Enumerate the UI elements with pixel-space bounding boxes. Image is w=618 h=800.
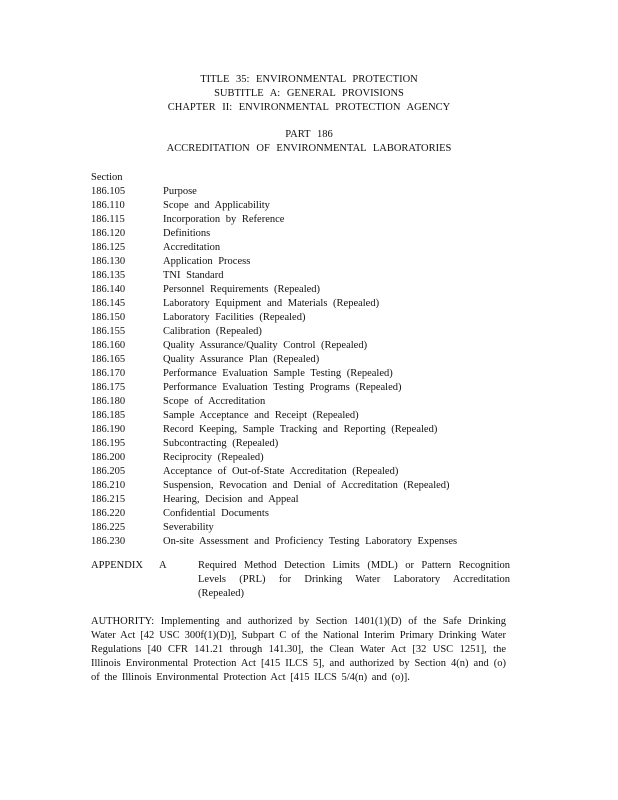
toc-row (91, 227, 531, 241)
section-number: 186.145 (91, 298, 126, 309)
section-title: Definitions (163, 228, 211, 239)
part-line: PART 186 (285, 129, 333, 140)
section-number: 186.115 (91, 214, 125, 225)
section-title: Performance Evaluation Sample Testing (Repealed) (163, 368, 393, 379)
toc-row (91, 297, 531, 311)
section-number: 186.155 (91, 326, 126, 337)
toc-row (91, 451, 531, 465)
toc-row (91, 353, 531, 367)
section-number: 186.130 (91, 256, 126, 267)
section-number: 186.220 (91, 508, 126, 519)
section-number: 186.180 (91, 396, 126, 407)
appendix-text: Required Method Detection Limits (MDL) or Pattern Recognition Levels (PRL) for Drinking Water Laboratory Accreditation (Repealed) (198, 560, 510, 599)
section-title: Incorporation by Reference (163, 214, 285, 225)
toc-row (91, 199, 531, 213)
section-number: 186.125 (91, 242, 126, 253)
section-title: Accreditation (163, 242, 221, 253)
section-title: On-site Assessment and Proficiency Testing Laboratory Expenses (163, 536, 458, 547)
section-title: Scope of Accreditation (163, 396, 266, 407)
toc-row (91, 507, 531, 521)
toc-row (91, 255, 531, 269)
toc-row (91, 339, 531, 353)
section-number: 186.230 (91, 536, 126, 547)
toc-row (91, 423, 531, 437)
section-title: Subcontracting (Repealed) (163, 438, 279, 449)
section-label: Section (91, 172, 123, 183)
title-line: TITLE 35: ENVIRONMENTAL PROTECTION (200, 74, 418, 85)
appendix-label: APPENDIX A (91, 560, 167, 571)
section-title: Quality Assurance/Quality Control (Repealed) (163, 340, 368, 351)
section-title: Calibration (Repealed) (163, 326, 262, 337)
section-title: Purpose (163, 186, 197, 197)
toc-row (91, 535, 531, 549)
section-number: 186.210 (91, 480, 126, 491)
toc-row (91, 367, 531, 381)
section-list (91, 185, 531, 549)
section-title: Suspension, Revocation and Denial of Accreditation (Repealed) (163, 480, 450, 491)
section-number: 186.160 (91, 340, 126, 351)
section-title: Confidential Documents (163, 508, 269, 519)
subtitle-line: SUBTITLE A: GENERAL PROVISIONS (214, 88, 404, 99)
section-number: 186.215 (91, 494, 126, 505)
section-title: Personnel Requirements (Repealed) (163, 284, 321, 295)
toc-row (91, 269, 531, 283)
section-number: 186.140 (91, 284, 126, 295)
toc-row (91, 283, 531, 297)
chapter-line: CHAPTER II: ENVIRONMENTAL PROTECTION AGENCY (167, 102, 451, 113)
section-title: Sample Acceptance and Receipt (Repealed) (163, 410, 359, 421)
section-title: Reciprocity (Repealed) (163, 452, 264, 463)
section-number: 186.170 (91, 368, 126, 379)
toc-row (91, 465, 531, 479)
section-title: Laboratory Equipment and Materials (Repealed) (163, 298, 380, 309)
section-title: Record Keeping, Sample Tracking and Reporting (Repealed) (163, 424, 438, 435)
section-title: Scope and Applicability (163, 200, 270, 211)
section-number: 186.205 (91, 466, 126, 477)
toc-row (91, 213, 531, 227)
section-title: Acceptance of Out-of-State Accreditation (Repealed) (163, 466, 399, 477)
toc-row (91, 521, 531, 535)
toc-row (91, 241, 531, 255)
toc-row (91, 395, 531, 409)
section-number: 186.175 (91, 382, 126, 393)
toc-row (91, 409, 531, 423)
section-number: 186.105 (91, 186, 126, 197)
section-number: 186.185 (91, 410, 126, 421)
section-number: 186.165 (91, 354, 126, 365)
toc-row (91, 311, 531, 325)
section-number: 186.195 (91, 438, 126, 449)
part-title: ACCREDITATION OF ENVIRONMENTAL LABORATORIES (166, 143, 452, 154)
table-of-contents (91, 171, 531, 549)
section-number: 186.110 (91, 200, 125, 211)
toc-row (91, 437, 531, 451)
section-title: Application Process (163, 256, 251, 267)
section-title: Laboratory Facilities (Repealed) (163, 312, 306, 323)
section-number: 186.120 (91, 228, 126, 239)
section-title: Severability (163, 522, 214, 533)
section-number: 186.190 (91, 424, 126, 435)
section-number: 186.135 (91, 270, 126, 281)
section-number: 186.225 (91, 522, 126, 533)
toc-row (91, 493, 531, 507)
section-title: Hearing, Decision and Appeal (163, 494, 299, 505)
authority-paragraph: AUTHORITY: Implementing and authorized by Section 1401(1)(D) of the Safe Drinking Water Act [42 USC 300f(1)(D)], Subpart C of the National Interim Primary Drinking Water Regulations [40 CFR 141.21 through 141.30], the Clean Water Act [32 USC 1251], the Illinois Environmental Protection Act [415 ILCS 5], and authorized by Section 4(n) and (o) of the Illinois Environmental Protection Act [415 ILCS 5/4(n) and (o)]. (91, 616, 506, 683)
toc-row (91, 479, 531, 493)
toc-row (91, 325, 531, 339)
toc-row (91, 185, 531, 199)
section-number: 186.150 (91, 312, 126, 323)
section-title: Performance Evaluation Testing Programs (Repealed) (163, 382, 402, 393)
section-title: TNI Standard (163, 270, 224, 281)
section-title: Quality Assurance Plan (Repealed) (163, 354, 320, 365)
section-number: 186.200 (91, 452, 126, 463)
toc-row (91, 381, 531, 395)
